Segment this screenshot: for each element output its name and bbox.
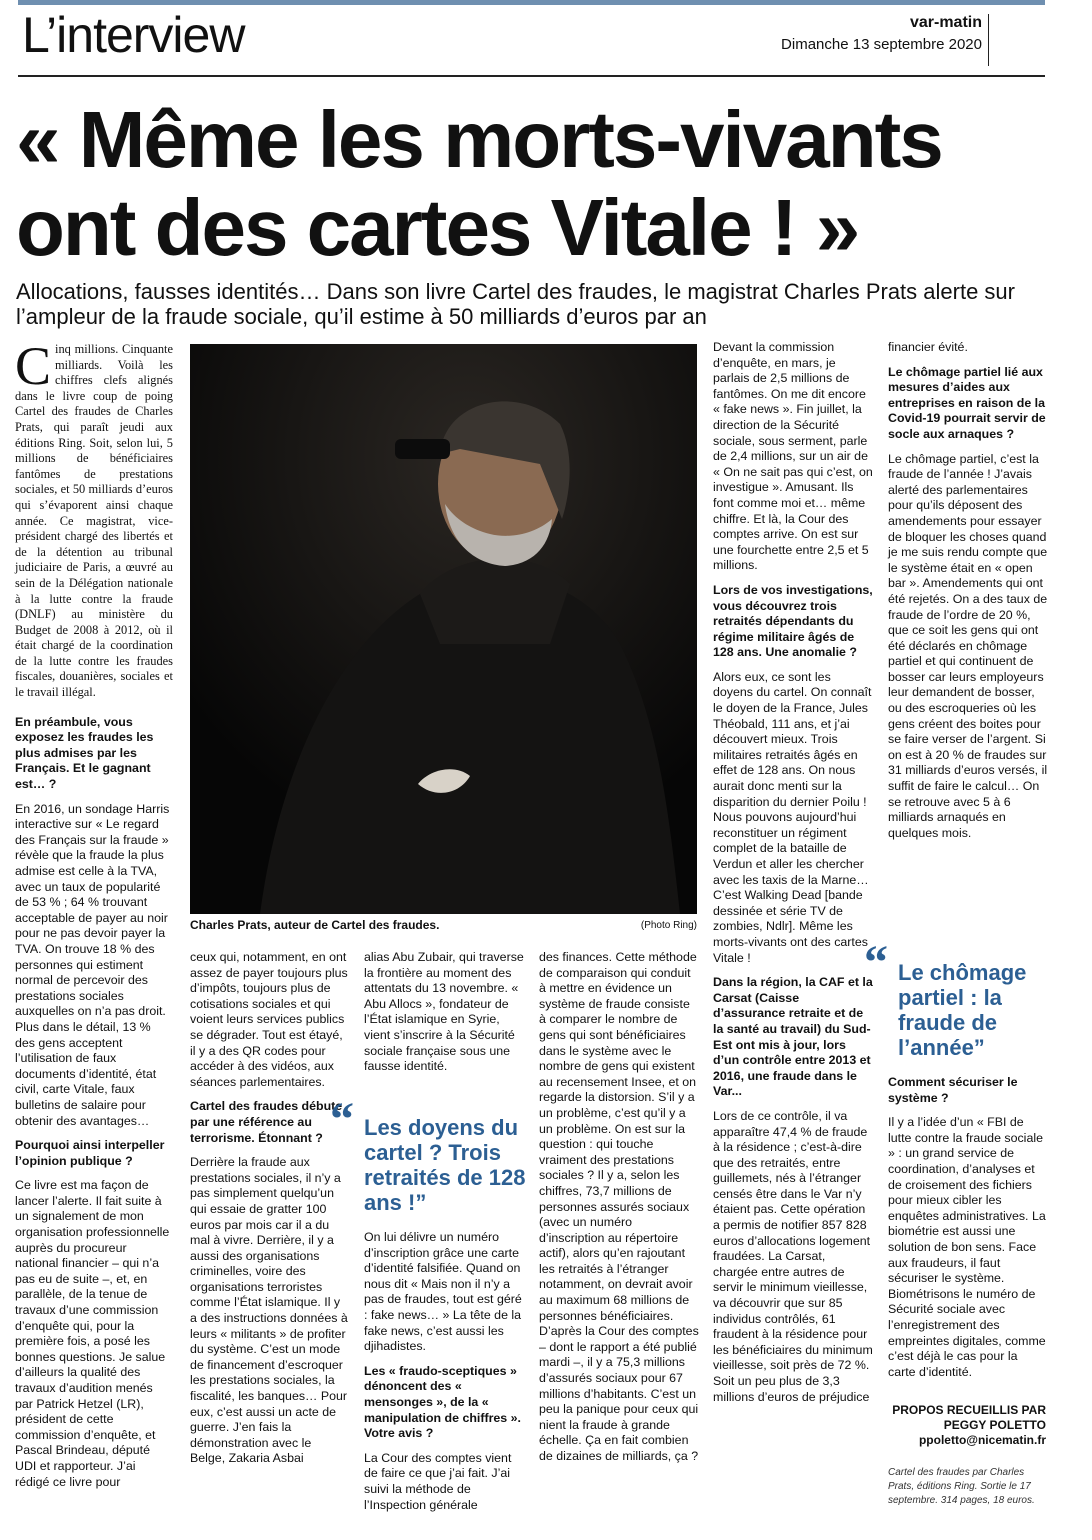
deck: Allocations, fausses identités… Dans son livre Cartel des fraudes, le magistrat Charles Prats alerte sur l’ampleur de la fraude sociale, qu’il estime à 50 milliards d’euros par an — [16, 279, 1015, 329]
pull-quote-mark-icon: “ — [864, 936, 888, 989]
column-4 — [539, 950, 699, 1474]
column-2 — [190, 950, 348, 1476]
question: Le chômage partiel lié aux mesures d’aides aux entreprises en raison de la Covid-19 pourrait servir de socle aux arnaques ? — [888, 364, 1046, 441]
column-3-bottom — [364, 1230, 524, 1522]
newspaper-name: var-matin — [909, 14, 982, 31]
header-divider — [988, 14, 989, 66]
portrait-photo — [190, 344, 697, 914]
header-rule — [18, 75, 1045, 77]
byline-email: ppoletto@nicematin.fr — [918, 1433, 1046, 1447]
answer: On lui délivre un numéro d’inscription grâce une carte d’identité falsifiée. Quand on nous dit « Mais non il n’y a pas de fraudes, tout est géré : fake news… » La tête de la fake news, c’est aussi les djihadistes. — [364, 1230, 522, 1354]
photo-caption — [190, 918, 697, 932]
pull-quote-2: Le chômage partiel : la fraude de l’année” — [898, 960, 1027, 1060]
byline-line1: PROPOS RECUEILLIS PAR — [892, 1403, 1046, 1417]
answer: Lors de ce contrôle, il va apparaître 47,4 % de fraude à la résidence ; c’est-à-dire que des retraités, entre guillemets, nés à l’étranger censés être dans le Var n’y étaient pas. Cette opération a permis de notifier 857 828 euros d’allocations logement fraudées. La Carsat, chargée entre autres de servir le minimum vieillesse, va découvrir que sur 85 individus contrôlés, 61 fraudent à la résidence pour les bénéficiaires du minimum vieillesse, soit près de 72 %. Soit un peu plus de 3,3 millions d’euros de préjudice — [713, 1108, 873, 1404]
publication-date: Dimanche 13 septembre 2020 — [781, 36, 982, 53]
answer: Alors eux, ce sont les doyens du cartel. On connaît le doyen de la France, Jules Théobald, 111 ans, et j’ai découvert mieux. Trois militaires retraités âgés en effet de 128 ans. On nous aurait donc menti sur la disparition du dernier Poilu ! Nous pouvons aujourd’hui reconstituer un régiment complet de la bataille de Verdun et aller les chercher avec les taxis de la Marne… C’est Walking Dead [bande dessinée et série TV de zombies, Ndlr]. Même les morts-vivants ont des cartes Vitale ! — [713, 669, 872, 965]
question: Dans la région, la CAF et la Carsat (Caisse d’assurance retraite et de la santé au travail) du Sud-Est ont mis à jour, lors d’un contrôle entre 2013 et 2016, une fraude dans le Var... — [713, 975, 873, 1099]
column-3 — [364, 950, 524, 1084]
question: Comment sécuriser le système ? — [888, 1075, 1018, 1105]
question: Pourquoi ainsi interpeller l’opinion publique ? — [15, 1138, 165, 1168]
answer: La Cour des comptes vient de faire ce que j’ai fait. J’ai suivi la méthode de l’Inspection générale — [364, 1450, 512, 1512]
answer: Derrière la fraude aux prestations sociales, il n’y a pas simplement quelqu’un qui essaie de gratter 100 euros par mois car il a du mal à vivre. Derrière, il y a aussi des organisations criminelles, voire des organisations terroristes comme l’État islamique. Il y a des instructions données à leurs « militants » de profiter du système. C’est un mode de financement d’escroquer les prestations sociales, la fiscalité, les banques… Pour eux, c’est aussi un acte de guerre. J’en fais la démonstration avec le Belge, Zakaria Asbai — [190, 1155, 348, 1466]
pull-quote-mark-icon: “ — [330, 1093, 354, 1146]
intro-paragraph — [15, 336, 173, 701]
caption-text: Charles Prats, auteur de Cartel des fraudes. — [190, 918, 440, 932]
section-title: L’interview — [22, 7, 245, 63]
intro-text: inq millions. Cinquante milliards. Voilà les chiffres clefs alignés dans le livre coup de poing Cartel des fraudes de Charles Prats, qui paraît jeudi aux éditions Ring. Soit, selon lui, 5 millions de bénéficiaires fantômes de prestations sociales, et 50 milliards d’euros qui s’évaporent ainsi chaque année. Ce magistrat, vice-président chargé des libertés et de la détention au tribunal judiciaire de Paris, a œuvré au sein de la Délégation nationale à la lutte contre la fraude (DNLF) au ministère du Budget de 2008 à 2012, où il était chargé de la coordination de la lutte contre les fraudes fiscales, douanières, sociales et le travail illégal. — [15, 342, 173, 700]
column-6-top — [888, 340, 1048, 850]
book-info: Cartel des fraudes par Charles Prats, éditions Ring. Sortie le 17 septembre. 314 pages, 18 euros. — [888, 1467, 1035, 1506]
answer: financier évité. — [888, 340, 968, 354]
answer: ceux qui, notamment, en ont assez de payer toujours plus d’impôts, toujours plus de cotisations sociales et qui voient leurs services publics se dégrader. Tout est étayé, il y a des QR codes pour accéder à des vidéos, aux séances parlementaires. — [190, 950, 348, 1089]
byline-author: PEGGY POLETTO — [943, 1418, 1046, 1432]
column-6-bottom — [888, 1075, 1048, 1389]
answer: Ce livre est ma façon de lancer l’alerte. Il fait suite à un signalement de mon organisation professionnelle auprès du procureur national financier – qui n’a pas eu de suite –, et, en parallèle, de la tenue de travaux d’une commission d’enquête qui, pour la première fois, a posé les bonnes questions. Je salue d’ailleurs la qualité des travaux d’audition menés par Patrick Hetzel (LR), président de cette commission d’enquête, et Pascal Brindeau, député UDI et rapporteur. J’ai rédigé ce livre pour — [15, 1178, 170, 1489]
column-3-top: alias Abu Zubair, qui traverse la frontière au moment des attentats du 13 novembre. « Abu Allocs », fondateur de l’État islamique en Syrie, vient s’inscrire à la Sécurité sociale française sous une fausse identité. — [364, 950, 524, 1074]
answer: des finances. Cette méthode de comparaison qui conduit à mettre en évidence un système de fraude consiste à comparer le nombre de gens qui sont bénéficiaires dans le système avec le nombre de gens qui existent au recensement Insee, et on regarde la distorsion. S’il y a un problème, c’est qu’il y a un problème. On est sur la question : qui touche vraiment des prestations sociales ? Il y a, selon les chiffres, 73,7 millions de personnes assurés sociaux (avec un numéro d’inscription au répertoire actif), alors qu’en rajoutant les retraités à l’étranger notamment, on devrait avoir au maximum 68 millions de personnes bénéficiaires. D’après la Cour des comptes – dont le rapport a été publié mardi –, il y a 75,3 millions d’assurés sociaux pour 67 millions d’habitants. C’est un peu la panique pour ceux qui nient la fraude à grande échelle. Ça en fait combien de dizaines de milliards, ça ? — [539, 950, 699, 1463]
drop-cap: C — [15, 336, 52, 396]
answer: Il y a l’idée d’un « FBI de lutte contre la fraude sociale » : un grand service de coordination, d’analyses et de croisement des fichiers pour mieux cibler les enquêtes administratives. La biométrie est aussi une solution de bon sens. Face aux fraudeurs, il faut sécuriser le système. Biométrisons le numéro de Sécurité sociale avec l’enregistrement des empreintes digitales, comme c’est déjà le cas pour la carte d’identité. — [888, 1115, 1046, 1379]
answer: Le chômage partiel, c’est la fraude de l’année ! J’avais alerté des parlementaires pour qu’ils déposent des amendements pour essayer de bloquer les choses quand je me suis rendu compte que le système était en « open bar ». Amendements qui ont été rejetés. On a des taux de fraude de l’ordre de 20 %, que ce soit les gens qui ont été déclarés en chômage partiel et qui continuent de bosser car leurs employeurs leur demandent de bosser, ou des escroqueries où les gens créent des boites pour se faire verser de l’argent. Si on est à 20 % de fraudes sur 31 milliards d’euros versés, il suffit de faire le calcul… On se retrouve avec 5 à 6 milliards arnaqués en quelques mois. — [888, 451, 1048, 840]
headline: « Même les morts-vivants ont des cartes Vitale ! » — [16, 95, 942, 272]
column-1 — [15, 336, 173, 1499]
byline — [888, 1403, 1046, 1448]
pull-quote-1: Les doyens du cartel ? Trois retraités de 128 ans !” — [364, 1115, 526, 1215]
question: Les « fraudo-sceptiques » dénoncent des « mensonges », de la « manipulation de chiffres ». Votre avis ? — [364, 1363, 521, 1441]
top-rule — [18, 0, 1045, 5]
column-5 — [713, 340, 873, 1414]
column-1-body — [15, 715, 173, 1491]
answer: En 2016, un sondage Harris interactive sur « Le regard des Français sur la fraude » révèle que la fraude la plus admise est celle à la TVA, avec un taux de popularité de 53 % ; 64 % trouvant acceptable de payer au noir pour ne pas devoir payer la TVA. On trouve 18 % des personnes qui estiment normal de percevoir des prestations sociales auxquelles on n’a pas droit. Plus dans le détail, 13 % des gens acceptent l’utilisation de faux documents d’identité, état civil, carte Vitale, faux bulletins de salaire pour obtenir des avantages… — [15, 801, 170, 1128]
photo-credit: (Photo Ring) — [640, 920, 697, 931]
portrait-illustration — [190, 344, 697, 914]
answer: Devant la commission d’enquête, en mars, je parlais de 2,5 millions de fantômes. On me dit encore « fake news ». Fin juillet, la direction de la Sécurité sociale, sous serment, parle de 2,4 millions, sur un air de « On ne sait pas qui c’est, on investigue ». Amusant. Ils font comme moi et… même chiffre. Et là, la Cour des comptes arrive. On est sur une fourchette entre 2,5 et 5 millions. — [713, 340, 873, 573]
question: En préambule, vous exposez les fraudes les plus admises par les Français. Et le gagnant est… ? — [15, 714, 154, 792]
question: Cartel des fraudes débute par une référence au terrorisme. Étonnant ? — [190, 1099, 343, 1145]
question: Lors de vos investigations, vous découvrez trois retraités dépendants du régime militaire âgés de 128 ans. Une anomalie ? — [713, 582, 873, 660]
